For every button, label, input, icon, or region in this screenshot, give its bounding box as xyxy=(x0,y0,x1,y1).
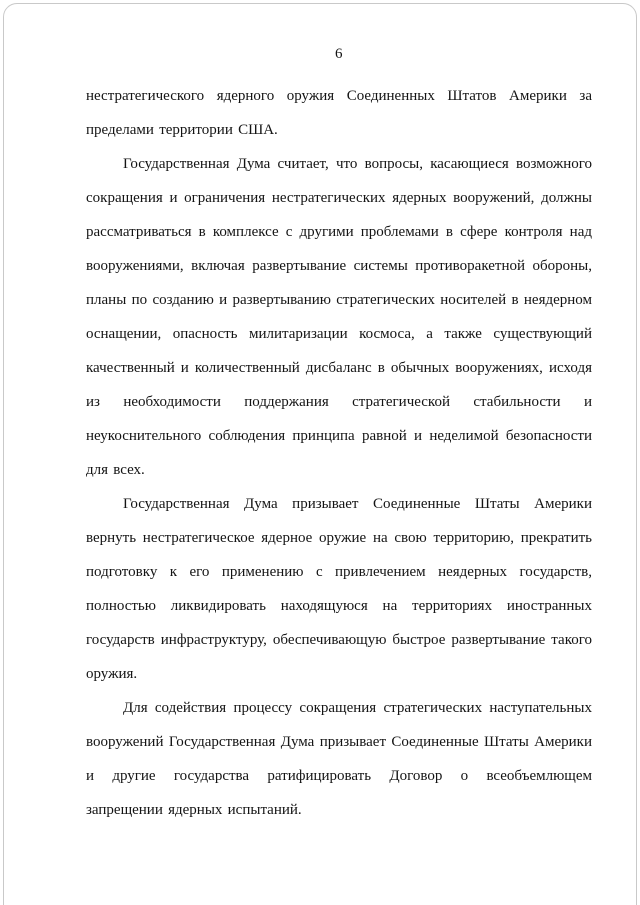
page-number: 6 xyxy=(335,46,343,62)
text-block xyxy=(86,79,592,827)
paragraph: Государственная Дума считает, что вопросы, касающиеся возможного сокращения и ограничения нестратегических ядерных вооружений, должны рассматриваться в комплексе с другими проблемами в сфере контроля над вооружениями, включая развертывание системы противоракетной обороны, планы по созданию и развертыванию стратегических носителей в неядерном оснащении, опасность милитаризации космоса, а также существующий качественный и количественный дисбаланс в обычных вооружениях, исходя из необходимости поддержания стратегической стабильности и неукоснительного соблюдения принципа равной и неделимой безопасности для всех. xyxy=(86,156,592,478)
paragraph: Государственная Дума призывает Соединенные Штаты Америки вернуть нестратегическое ядерное оружие на свою территорию, прекратить подготовку к его применению с привлечением неядерных государств, полностью ликвидировать находящуюся на территориях иностранных государств инфраструктуру, обеспечивающую быстрое развертывание такого оружия. xyxy=(86,496,592,682)
paragraph: нестратегического ядерного оружия Соединенных Штатов Америки за пределами территории США. xyxy=(86,88,592,138)
paragraph: Для содействия процессу сокращения стратегических наступательных вооружений Государственная Дума призывает Соединенные Штаты Америки и другие государства ратифицировать Договор о всеобъемлющем запрещении ядерных испытаний. xyxy=(86,700,592,818)
